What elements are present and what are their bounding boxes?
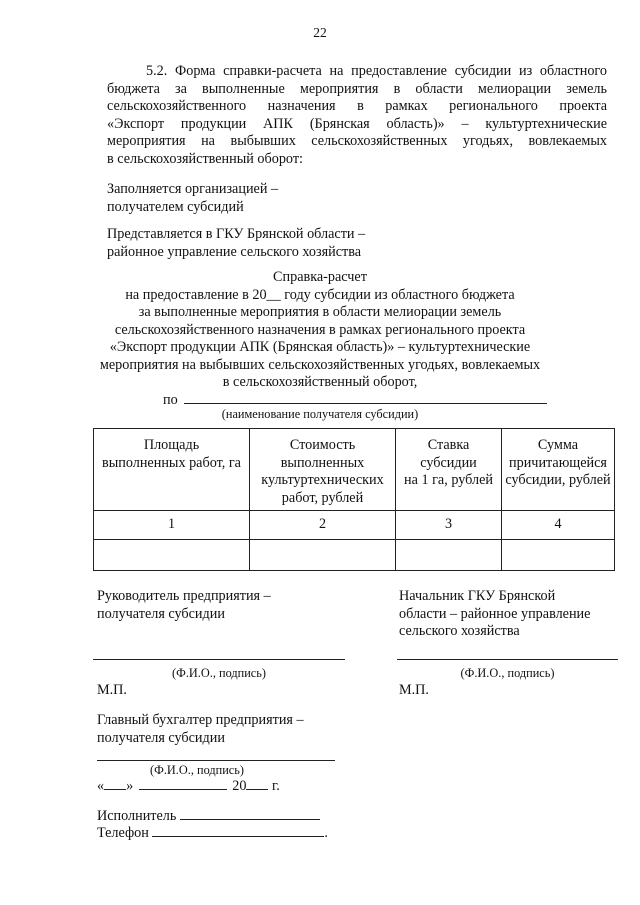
- header-area: Площадь выполненных работ, га: [94, 429, 250, 511]
- table-cell[interactable]: [94, 540, 250, 571]
- column-number: 4: [502, 511, 615, 540]
- date-day-field[interactable]: [104, 776, 126, 790]
- title-line: сельскохозяйственного назначения в рамках регионального проекта: [114, 321, 526, 338]
- table-row: [94, 540, 615, 571]
- table-cell[interactable]: [250, 540, 396, 571]
- column-number: 3: [396, 511, 502, 540]
- head-stamp: М.П.: [97, 682, 127, 698]
- intro-line: в сельскохозяйственный оборот:: [107, 150, 303, 167]
- intro-line: 5.2. Форма справки-расчета на предоставление субсидии из областного: [146, 63, 607, 79]
- phone-field[interactable]: [152, 823, 324, 837]
- date-year-field[interactable]: [246, 776, 268, 790]
- department-head-title: Начальник ГКУ Брянской области – районное управление сельского хозяйства: [399, 588, 591, 639]
- header-rate: Ставка субсидии на 1 га, рублей: [396, 429, 502, 511]
- calculation-table: [93, 428, 615, 571]
- intro-line: сельскохозяйственного назначения в рамках регионального проекта: [107, 98, 607, 114]
- department-head-stamp: М.П.: [399, 682, 429, 698]
- recipient-caption: (наименование получателя субсидии): [221, 407, 419, 421]
- filled-by-note: Заполняется организацией – получателем субсидий: [107, 181, 279, 215]
- date-row: « » 20 г.: [97, 778, 280, 794]
- intro-line: бюджета за выполненные мероприятия в области мелиорации земель: [107, 80, 607, 97]
- table-cell[interactable]: [502, 540, 615, 571]
- intro-line: мероприятия на выбывших сельскохозяйственных угодьях, вовлекаемых: [107, 133, 607, 149]
- title-line: Справка-расчет: [273, 269, 367, 285]
- column-number: 2: [250, 511, 396, 540]
- title-line: в сельскохозяйственный оборот,: [222, 374, 418, 390]
- chief-accountant-title: Главный бухгалтер предприятия – получателя субсидии: [97, 712, 304, 746]
- head-signature-line[interactable]: [93, 659, 345, 660]
- table-header-row: [94, 429, 615, 511]
- head-fio-caption: (Ф.И.О., подпись): [172, 666, 266, 680]
- phone-row: Телефон .: [97, 825, 328, 841]
- recipient-name-field[interactable]: [184, 389, 547, 404]
- header-amount: Сумма причитающейся субсидии, рублей: [502, 429, 615, 511]
- department-head-signature-line[interactable]: [397, 659, 618, 660]
- executor-field[interactable]: [180, 806, 320, 820]
- intro-line: «Экспорт продукции АПК (Брянская область)» – культуртехнические: [107, 115, 607, 132]
- intro-paragraph: [107, 63, 607, 168]
- table-cell[interactable]: [396, 540, 502, 571]
- title-line: на предоставление в 20__ году субсидии из областного бюджета: [125, 286, 515, 303]
- title-line: за выполненные мероприятия в области мелиорации земель: [138, 304, 502, 320]
- header-cost: Стоимость выполненных культуртехнических работ, рублей: [250, 429, 396, 511]
- department-head-fio-caption: (Ф.И.О., подпись): [460, 666, 555, 680]
- submitted-to-note: Представляется в ГКУ Брянской области – районное управление сельского хозяйства: [107, 226, 366, 260]
- head-of-enterprise-title: Руководитель предприятия – получателя субсидии: [97, 588, 271, 622]
- date-month-field[interactable]: [139, 776, 227, 790]
- accountant-fio-caption: (Ф.И.О., подпись): [150, 763, 244, 777]
- title-line: «Экспорт продукции АПК (Брянская область)» – культуртехнические: [109, 339, 531, 355]
- column-number: 1: [94, 511, 250, 540]
- executor-row: Исполнитель: [97, 806, 320, 826]
- page-number: 22: [313, 25, 327, 40]
- accountant-signature-line[interactable]: [97, 760, 335, 761]
- table-number-row: [94, 511, 615, 540]
- form-title: [0, 269, 640, 392]
- title-line: мероприятия на выбывших сельскохозяйственных угодьях, вовлекаемых: [99, 356, 541, 373]
- po-label: по: [163, 392, 178, 408]
